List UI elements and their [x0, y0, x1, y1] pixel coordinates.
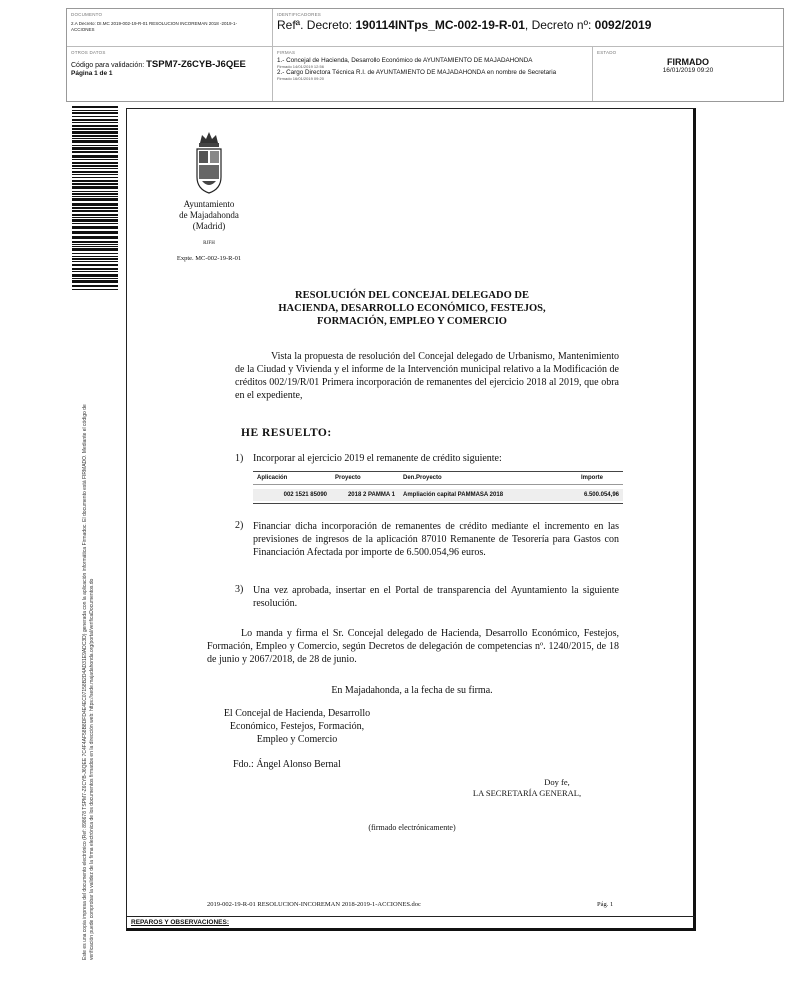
letterhead-initials: RJFH — [203, 241, 215, 246]
letterhead-line1: Ayuntamiento — [183, 199, 235, 209]
letterhead-line2: de Majadahonda — [179, 210, 239, 220]
documento-cell — [67, 9, 273, 47]
document-page — [126, 108, 696, 931]
footer-page: Pág. 1 — [597, 901, 614, 908]
verification-side-text — [82, 300, 96, 960]
side-text-line2: verificación puede comprobar la validez de la firma electrónica de los documentos firmados en la dirección web: https://sede.majadahonda.org/portal/verificaDocumentos.do — [89, 578, 95, 960]
estado-cell — [593, 47, 783, 101]
reparos-label: REPAROS Y OBSERVACIONES: — [131, 919, 230, 926]
estado-value: FIRMADO — [667, 57, 709, 67]
estado-date: 16/01/2019 09:20 — [662, 67, 714, 74]
item1-text: Incorporar al ejercicio 2019 el remanente de crédito siguiente: — [253, 453, 502, 464]
estado-label: ESTADO — [597, 50, 617, 55]
firma1-date: Firmado 14/01/2019 12:56 — [277, 64, 324, 69]
he-resuelto-heading: HE RESUELTO: — [241, 427, 332, 439]
cell-aplicacion: 002 1521 85090 — [283, 492, 327, 498]
resolution-title — [227, 289, 597, 328]
cell-den-proyecto: Ampliación capital PAMMASA 2018 — [403, 492, 504, 498]
expediente-number: Expte. MC-002-19-R-01 — [176, 255, 242, 262]
item2-number: 2) — [235, 520, 244, 531]
signer-line3: Empleo y Comercio — [256, 734, 338, 745]
firma1-text: 1.- Concejal de Hacienda, Desarrollo Económico de AYUNTAMIENTO DE MAJADAHONDA — [277, 57, 533, 64]
title-line1: RESOLUCIÓN DEL CONCEJAL DELEGADO DE — [295, 290, 529, 301]
documento-text: 2.A Decreto: DI.MC 2019-002-19-R-01 RESOLUCION INCOREMAN 2018 -2019-1-ACCIONES — [71, 21, 238, 32]
decreto-prefix: , Decreto nº: — [524, 18, 592, 32]
identificadores-label: IDENTIFICADORES — [277, 12, 322, 17]
firmas-label: FIRMAS — [277, 50, 296, 55]
otros-label: OTROS DATOS — [71, 50, 106, 55]
firmado-electronicamente: (firmado electrónicamente) — [368, 823, 456, 832]
ref-value: 190114INTps_MC-002-19-R-01 — [355, 18, 525, 32]
footer-filename: 2019-002-19-R-01 RESOLUCION-INCOREMAN 2018-2019-1-ACCIONES.doc — [207, 901, 421, 908]
intro-paragraph: Vista la propuesta de resolución del Concejal delegado de Urbanismo, Mantenimiento de la Ciudad y Vivienda y el informe de la Intervención municipal relativo a la Modificación de créditos 002/19/R/01 Primera incorporación de remanentes del ejercicio 2018 al 2019, que obra en el expediente, — [235, 351, 619, 401]
barcode — [72, 106, 118, 292]
ref-prefix: Refª. Decreto: — [277, 18, 353, 32]
item1-number: 1) — [235, 453, 244, 464]
decreto-value: 0092/2019 — [594, 18, 652, 32]
table-header-row — [253, 472, 623, 485]
cell-importe: 6.500.054,96 — [583, 492, 619, 498]
side-text-line1: Este es una copia impresa del documento electrónico (Ref: 898678 TSPM7-Z6CYB-J6QEE 7C4F4AF58B8DFD4E4EC07158B2D4AD31E9ADC3D) generada con la aplicación informática Firmadoc. El documento está FIRMADO. Mediante el código de — [82, 404, 88, 960]
item3-number: 3) — [235, 584, 244, 595]
signer-block — [197, 707, 397, 746]
table-row — [253, 489, 623, 501]
title-line2: HACIENDA, DESARROLLO ECONÓMICO, FESTEJOS, — [278, 303, 546, 314]
firmas-cell — [273, 47, 593, 101]
signer-line2: Económico, Festejos, Formación, — [229, 721, 365, 732]
identificadores-cell — [273, 9, 783, 47]
letterhead — [157, 199, 261, 264]
signer-line1: El Concejal de Hacienda, Desarrollo — [223, 708, 371, 719]
documento-label: DOCUMENTO — [71, 12, 103, 17]
pagina-text: Página 1 de 1 — [71, 70, 113, 77]
reparos-box — [126, 916, 696, 931]
secretary-line2: LA SECRETARÍA GENERAL, — [472, 788, 582, 798]
th-proyecto: Proyecto — [335, 475, 361, 481]
signature-header — [66, 8, 784, 102]
aplicaciones-table — [253, 471, 623, 504]
cell-proyecto: 2018 2 PAMMA 1 — [347, 492, 395, 498]
th-den-proyecto: Den.Proyecto — [403, 475, 442, 481]
title-line3: FORMACIÓN, EMPLEO Y COMERCIO — [317, 316, 507, 327]
item2-text: Financiar dicha incorporación de remanentes de crédito mediante el incremento en las previsiones de ingresos de la aplicación 87010 Remanente de Tesorería para Gastos con Financiación Afectada por importe de 6.500.054,96 euros. — [253, 521, 619, 558]
place-date: En Majadahonda, a la fecha de su firma. — [331, 685, 493, 696]
letterhead-line3: (Madrid) — [192, 221, 226, 231]
th-aplicacion: Aplicación — [257, 475, 288, 481]
firma2-date: Firmado 16/01/2019 09:20 — [277, 76, 324, 81]
coat-of-arms-icon — [193, 129, 225, 195]
codigo-value: TSPM7-Z6CYB-J6QEE — [146, 59, 246, 70]
closing-paragraph: Lo manda y firma el Sr. Concejal delegado de Hacienda, Desarrollo Económico, Festejos, Formación, Empleo y Comercio, según Decretos de delegación de competencias nº. 1240/2015, de 18 de junio y 2067/2018, de 28 de junio. — [207, 628, 619, 665]
firma2-text: 2.- Cargo Directora Técnica R.I. de AYUNTAMIENTO DE MAJADAHONDA en nombre de Secretaria — [277, 69, 557, 76]
th-importe: Importe — [581, 475, 604, 481]
signer-name: Fdo.: Ángel Alonso Bernal — [233, 759, 341, 770]
secretary-line1: Doy fe, — [544, 777, 570, 787]
item3-text: Una vez aprobada, insertar en el Portal de transparencia del Ayuntamiento la siguiente resolución. — [253, 585, 619, 609]
secretary-block — [427, 777, 627, 799]
codigo-prefix: Código para validación: — [71, 62, 145, 69]
otros-datos-cell — [67, 47, 273, 101]
